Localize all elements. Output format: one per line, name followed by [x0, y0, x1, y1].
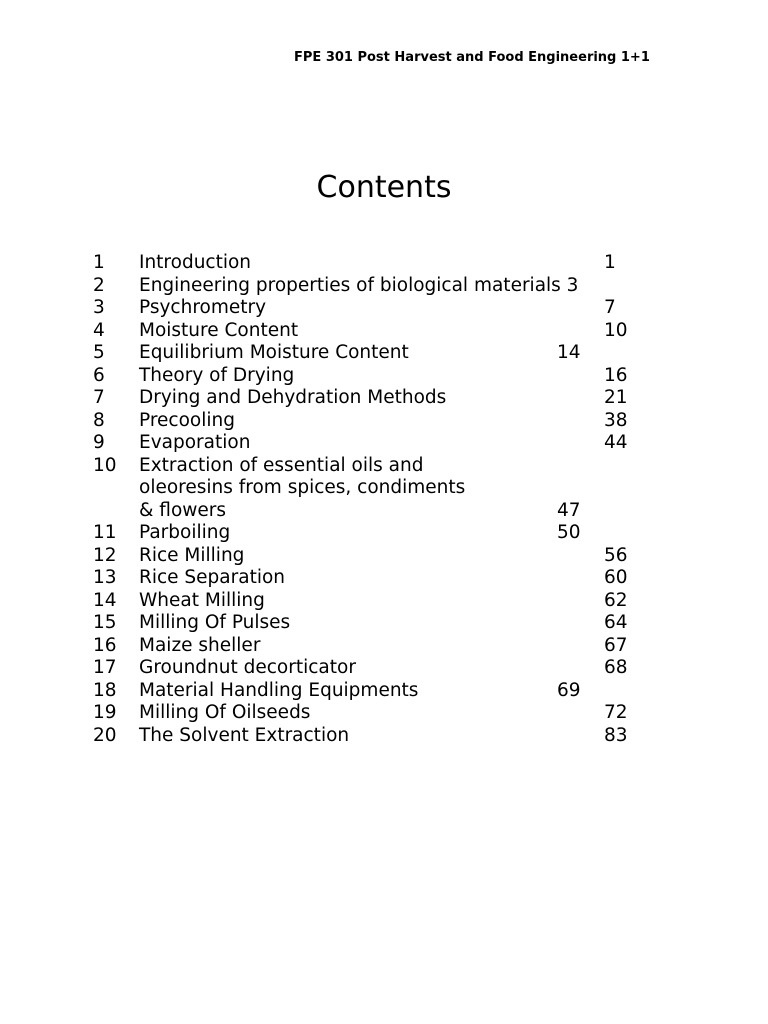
toc-entry-title: Material Handling Equipments [139, 679, 419, 701]
toc-entry [0, 522, 768, 545]
toc-entry [0, 432, 768, 455]
toc-entry-page-number: 56 [604, 544, 628, 566]
toc-entry [0, 567, 768, 590]
toc-entry-line [0, 522, 768, 545]
toc-entry-line [0, 342, 768, 365]
toc-entry-line [0, 365, 768, 388]
toc-entry [0, 387, 768, 410]
toc-entry [0, 702, 768, 725]
toc-entry-number: 12 [93, 544, 117, 566]
toc-entry-line [0, 477, 768, 500]
toc-entry-title: The Solvent Extraction [139, 724, 350, 746]
page-title: Contents [316, 170, 452, 205]
toc-entry-line [0, 725, 768, 748]
toc-entry [0, 680, 768, 703]
toc-entry-number: 9 [93, 432, 105, 453]
toc-entry-number: 13 [93, 567, 117, 588]
toc-entry-number: 11 [93, 522, 117, 543]
toc-entry-title: oleoresins from spices, condiments [139, 477, 466, 498]
toc-entry-title: Engineering properties of biological materials 3 [139, 274, 579, 296]
toc-entry-line [0, 320, 768, 343]
toc-entry-line [0, 567, 768, 590]
toc-entry [0, 365, 768, 388]
toc-entry-line [0, 387, 768, 410]
toc-entry-title: Extraction of essential oils and [139, 454, 424, 476]
toc-entry-page-number: 38 [604, 409, 628, 431]
toc-entry [0, 545, 768, 568]
toc-entry-page-number: 83 [604, 724, 628, 746]
toc-entry-line [0, 297, 768, 320]
toc-entry-page-number: 14 [557, 342, 581, 363]
toc-entry-page-number: 69 [557, 679, 581, 701]
toc-entry-number: 19 [93, 702, 117, 723]
toc-entry-line [0, 252, 768, 275]
toc-entry-title: Equilibrium Moisture Content [139, 342, 409, 363]
toc-entry-line [0, 590, 768, 613]
toc-entry-number: 6 [93, 364, 105, 386]
toc-entry-number: 1 [93, 252, 105, 273]
toc-entry [0, 590, 768, 613]
toc-entry-number: 20 [93, 724, 117, 746]
toc-entry-page-number: 1 [604, 252, 616, 273]
toc-entry [0, 320, 768, 343]
toc-entry-title: Theory of Drying [139, 364, 295, 386]
toc-entry-title: Introduction [139, 252, 252, 273]
toc-entry-page-number: 50 [557, 522, 581, 543]
toc-entry-title: Maize sheller [139, 634, 261, 656]
toc-entry [0, 275, 768, 298]
toc-entry-title: Milling Of Oilseeds [139, 702, 311, 723]
toc-entry-page-number: 68 [604, 657, 628, 678]
running-header: FPE 301 Post Harvest and Food Engineering 1+1 [294, 50, 650, 65]
toc-entry [0, 410, 768, 433]
toc-entry-page-number: 62 [604, 589, 628, 611]
toc-entry [0, 455, 768, 523]
toc-entry [0, 297, 768, 320]
toc-entry-line [0, 657, 768, 680]
toc-entry-number: 15 [93, 612, 117, 633]
toc-entry-page-number: 47 [557, 499, 581, 521]
toc-entry-page-number: 21 [604, 387, 628, 408]
toc-entry-title: Groundnut decorticator [139, 657, 356, 678]
toc-entry-line [0, 612, 768, 635]
toc-entry-page-number: 7 [604, 297, 616, 318]
toc-entry-title: Wheat Milling [139, 589, 265, 611]
toc-entry-title: Psychrometry [139, 297, 267, 318]
toc-entry-page-number: 72 [604, 702, 628, 723]
toc-entry-line [0, 702, 768, 725]
toc-entry-page-number: 60 [604, 567, 628, 588]
toc-entry-title: Rice Separation [139, 567, 286, 588]
toc-entry-number: 3 [93, 297, 105, 318]
toc-entry [0, 342, 768, 365]
toc-entry-line [0, 680, 768, 703]
toc-entry-line [0, 455, 768, 478]
toc-entry-page-number: 44 [604, 432, 628, 453]
toc-entry [0, 635, 768, 658]
toc-entry-title: Moisture Content [139, 319, 299, 341]
toc-entry-number: 5 [93, 342, 105, 363]
toc-entry-title: Milling Of Pulses [139, 612, 291, 633]
toc-entry-title: Rice Milling [139, 544, 245, 566]
toc-entry-page-number: 67 [604, 634, 628, 656]
toc-entry [0, 252, 768, 275]
toc-entry-title: Drying and Dehydration Methods [139, 387, 447, 408]
toc-entry-page-number: 10 [604, 319, 628, 341]
toc-entry [0, 657, 768, 680]
toc-entry-number: 10 [93, 454, 117, 476]
table-of-contents [0, 252, 768, 747]
toc-entry-number: 8 [93, 409, 105, 431]
toc-entry [0, 612, 768, 635]
toc-entry-number: 16 [93, 634, 117, 656]
toc-entry-number: 17 [93, 657, 117, 678]
toc-entry-line [0, 545, 768, 568]
toc-entry-number: 18 [93, 679, 117, 701]
toc-entry-line [0, 432, 768, 455]
toc-entry-line [0, 500, 768, 523]
toc-entry-number: 4 [93, 319, 105, 341]
toc-entry-title: Precooling [139, 409, 235, 431]
toc-entry-title: Parboiling [139, 522, 231, 543]
toc-entry-page-number: 16 [604, 364, 628, 386]
toc-entry [0, 725, 768, 748]
toc-entry-number: 14 [93, 589, 117, 611]
toc-entry-title: Evaporation [139, 432, 251, 453]
toc-entry-line [0, 410, 768, 433]
toc-entry-title: & flowers [139, 499, 227, 521]
toc-entry-line [0, 275, 768, 298]
toc-entry-line [0, 635, 768, 658]
toc-entry-number: 7 [93, 387, 105, 408]
toc-entry-page-number: 64 [604, 612, 628, 633]
toc-entry-number: 2 [93, 274, 105, 296]
